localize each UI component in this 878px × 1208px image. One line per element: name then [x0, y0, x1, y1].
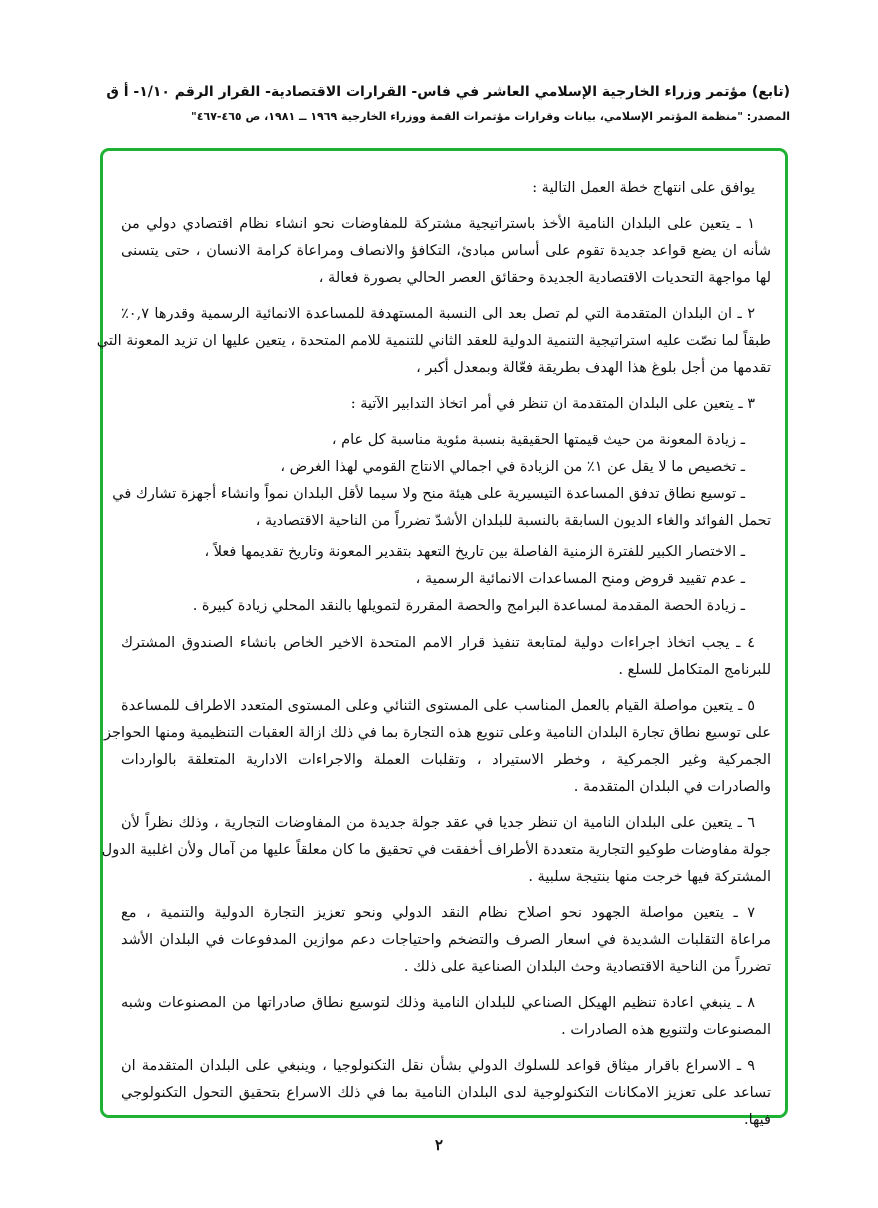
paragraph: [121, 990, 771, 1044]
paragraph: [121, 175, 771, 202]
text-line: ٧ ـ يتعين مواصلة الجهود نحو اصلاح نظام النقد الدولي ونحو تعزيز التجارة الدولية والتنمية ، مع: [121, 905, 755, 921]
text-line: طبقاً لما نصّت عليه استراتيجية التنمية الدولية للعقد الثاني للتنمية للامم المتحدة ، يتعين عليها ان تزيد المعونة التي: [96, 333, 771, 349]
text-line: المصنوعات ولتنويع هذه الصادرات .: [561, 1022, 771, 1038]
text-line: ـ زيادة الحصة المقدمة لمساعدة البرامج والحصة المقررة لتمويلها بالنقد المحلي زيادة كبيرة .: [192, 598, 745, 614]
text-line: تضرراً من الناحية الاقتصادية وحث البلدان الصناعية على ذلك .: [403, 959, 771, 975]
document-source: المصدر: "منظمة المؤتمر الإسلامي، بيانات وقرارات مؤتمرات القمة ووزراء الخارجية ١٩٦٩ ــ ١٩٨١، ص ٤٦٥-٤٦٧": [191, 110, 790, 123]
paragraph: [101, 810, 771, 891]
bullet-item: [121, 593, 771, 620]
text-line: ٥ ـ يتعين مواصلة القيام بالعمل المناسب على المستوى الثنائي وعلى المستوى المتعدد الاطراف للمساعدة: [121, 698, 755, 714]
text-line: مراعاة التقلبات الشديدة في اسعار الصرف والتضخم واحتياجات دعم موازين المدفوعات في البلدان الأشد: [121, 932, 771, 948]
text-line: ٦ ـ يتعين على البلدان النامية ان تنظر جديا في عقد جولة جديدة من المفاوضات التجارية ، وذلك نظراً لأن: [121, 815, 755, 831]
text-line: ـ زيادة المعونة من حيث قيمتها الحقيقية بنسبة مئوية مناسبة كل عام ،: [331, 432, 745, 448]
text-line: تقدمها من أجل بلوغ هذا الهدف بطريقة فعّالة وبمعدل أكبر ،: [416, 360, 771, 376]
text-line: على توسيع نطاق تجارة البلدان النامية وعلى تنويع هذه التجارة بما في ذلك ازالة العقبات التنظيمية ومنها الحواجز: [104, 725, 771, 741]
text-line: تساعد على تعزيز الامكانات التكنولوجية لدى البلدان النامية بما في ذلك الاسراع بتحقيق التحول التكنولوجي: [121, 1085, 771, 1101]
text-line: جولة مفاوضات طوكيو التجارية متعددة الأطراف أخفقت في تحقيق ما كان معلقاً عليها من آمال ولأن اغلبية الدول: [101, 842, 771, 858]
text-line: يوافق على انتهاج خطة العمل التالية :: [532, 180, 755, 196]
text-line: ٤ ـ يجب اتخاذ اجراءات دولية لمتابعة تنفيذ قرار الامم المتحدة الاخير الخاص بانشاء الصندوق المشترك: [121, 635, 755, 651]
text-line: ـ عدم تقييد قروض ومنح المساعدات الانمائية الرسمية ،: [415, 571, 745, 587]
text-line: فيها.: [743, 1112, 771, 1128]
paragraph: [121, 211, 771, 292]
text-line: للبرنامج المتكامل للسلع .: [618, 662, 771, 678]
bullet-item: [121, 454, 771, 481]
text-line: شأنه ان يضع قواعد جديدة تقوم على أساس مبادئ، التكافؤ والانصاف ومراعاة كرامة الانسان ، حتى يتسنى: [121, 243, 771, 259]
text-line: ـ توسيع نطاق تدفق المساعدة التيسيرية على هيئة منح ولا سيما لأقل البلدان نمواً وانشاء أجهزة تشارك في: [112, 486, 745, 502]
bullet-item: [121, 566, 771, 593]
paragraph: [104, 693, 771, 801]
text-line: ـ الاختصار الكبير للفترة الزمنية الفاصلة بين تاريخ التعهد بتقدير المعونة وتاريخ تقديمها فعلاً ،: [204, 544, 745, 560]
paragraph: [121, 391, 771, 418]
paragraph: [121, 630, 771, 684]
page-number: ٢: [434, 1136, 444, 1154]
paragraph: [121, 1053, 771, 1134]
text-line: لها مواجهة التحديات الاقتصادية الجديدة وحقائق العصر الحالي بصورة فعالة ،: [318, 270, 771, 286]
paragraph: [121, 900, 771, 981]
text-line: ٢ ـ ان البلدان المتقدمة التي لم تصل بعد الى النسبة المستهدفة للمساعدة الانمائية الرسمية وقدرها ٠,٧٪: [121, 306, 755, 322]
text-line: ـ تخصيص ما لا يقل عن ١٪ من الزيادة في اجمالي الانتاج القومي لهذا الغرض ،: [280, 459, 745, 475]
bullet-item: [121, 427, 771, 454]
highlight-frame: [96, 148, 788, 1128]
bullet-item: [112, 481, 771, 535]
text-line: ٣ ـ يتعين على البلدان المتقدمة ان تنظر في أمر اتخاذ التدابير الآتية :: [350, 396, 755, 412]
text-line: والصادرات في البلدان المتقدمة .: [573, 779, 771, 795]
text-line: ٩ ـ الاسراع باقرار ميثاق قواعد للسلوك الدولي بشأن نقل التكنولوجيا ، وينبغي على البلدان المتقدمة ان: [121, 1058, 755, 1074]
resolution-text: [96, 175, 771, 1143]
document-title: (تابع) مؤتمر وزراء الخارجية الإسلامي العاشر في فاس- القرارات الاقتصادية- القرار الرقم ١/١٠- أ ق: [106, 84, 790, 100]
text-line: المشتركة فيها خرجت منها بنتيجة سلبية .: [528, 869, 771, 885]
paragraph: [96, 301, 771, 382]
text-line: ١ ـ يتعين على البلدان النامية الأخذ باستراتيجية مشتركة للمفاوضات نحو انشاء نظام اقتصادي دولي من: [121, 216, 755, 232]
text-line: ٨ ـ ينبغي اعادة تنظيم الهيكل الصناعي للبلدان النامية وذلك لتوسيع نطاق صادراتها من المصنوعات وشبه: [121, 995, 755, 1011]
text-line: تحمل الفوائد والغاء الديون السابقة بالنسبة للبلدان الأشدّ تضرراً من الناحية الاقتصادية ،: [255, 513, 771, 529]
bullet-item: [121, 539, 771, 566]
text-line: الجمركية وغير الجمركية ، وخطر الاستيراد ، وتقلبات العملة والاجراءات الادارية المتعلقة بالواردات: [121, 752, 771, 768]
